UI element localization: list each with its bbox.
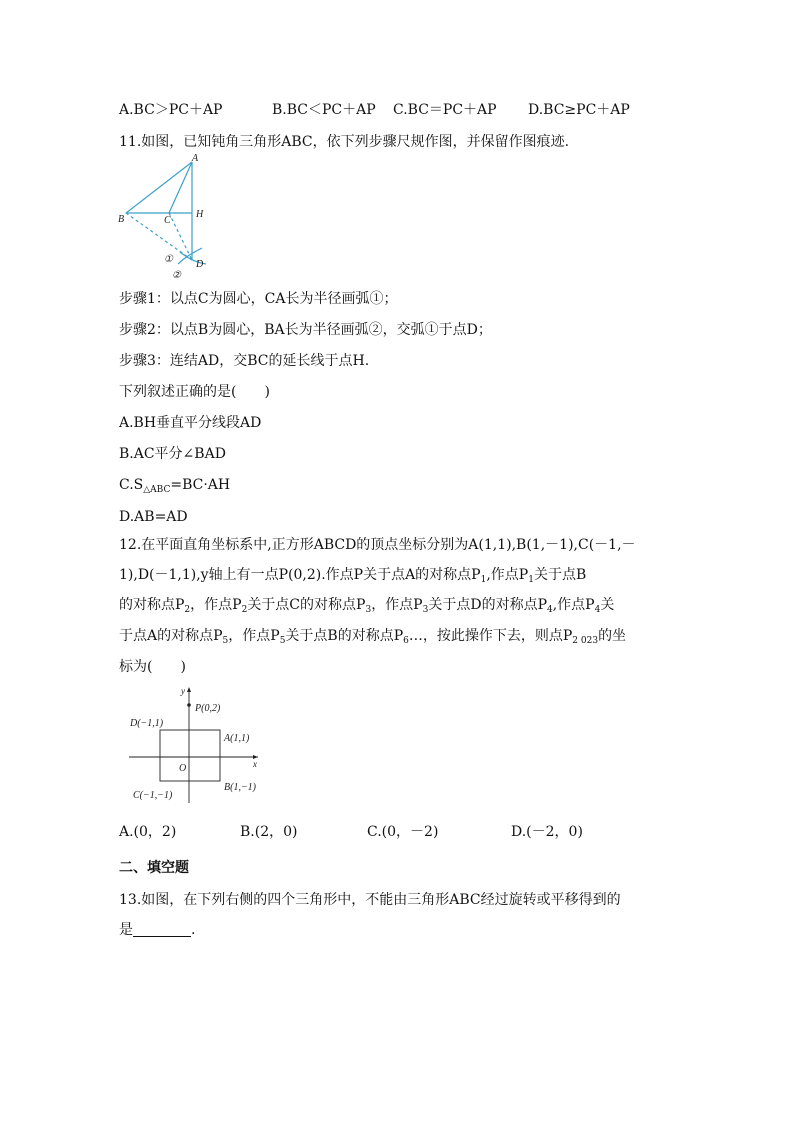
label-b: B	[118, 214, 125, 225]
q10-option-b: B.BC＜PC＋AP	[272, 102, 376, 118]
label-d: D	[196, 259, 204, 270]
q12-line-1: 12.在平面直角坐标系中,正方形ABCD的顶点坐标分别为A(1,1),B(1,－1),C(－1,－	[119, 537, 636, 553]
label-h: H	[196, 209, 204, 220]
label-c: C	[164, 215, 171, 226]
q11-stem: 11.如图，已知钝角三角形ABC，依下列步骤尺规作图，并保留作图痕迹.	[119, 134, 570, 150]
q12-option-d: D.(－2，0)	[511, 824, 583, 840]
label-b: B(1,−1)	[224, 782, 257, 793]
label-arc-2: ②	[172, 270, 181, 281]
q11-step-1: 步骤1：以点C为圆心，CA长为半径画弧①；	[119, 291, 398, 307]
segment-ac	[169, 162, 192, 213]
q12-line-5: 标为( )	[119, 659, 186, 675]
point-p	[187, 703, 191, 707]
q10-option-d: D.BC≥PC＋AP	[528, 102, 630, 118]
label-x: x	[253, 759, 257, 769]
q11-question: 下列叙述正确的是( )	[119, 384, 270, 400]
q12-figure	[125, 683, 275, 808]
label-c: C(−1,−1)	[133, 790, 173, 801]
label-d: D(−1,1)	[130, 718, 164, 729]
label-y: y	[181, 686, 185, 696]
y-arrow	[187, 687, 191, 692]
q11-option-b: B.AC平分∠BAD	[119, 446, 226, 462]
q12-line-2: 1),D(－1,1),y轴上有一点P(0,2).作点P关于点A的对称点$P_1$,作点$P_1$关于点B	[119, 567, 587, 585]
q10-option-c: C.BC＝PC＋AP	[393, 102, 497, 118]
q11-option-c: $C.S_{\triangle ABC}=BC\cdot AH$	[119, 477, 231, 495]
label-a: A	[192, 153, 199, 164]
q10-option-a: A.BC＞PC＋AP	[119, 102, 223, 118]
q12-line-4: 于点A的对称点$P_5$，作点$P_5$关于点B的对称点$P_6\dots$，按此操作下去，则点$P_{2 023}$的坐	[119, 628, 627, 646]
segment-ab	[126, 162, 192, 213]
q12-option-b: B.(2，0)	[240, 824, 298, 840]
q11-figure	[112, 152, 222, 282]
section-title: 二、填空题	[119, 860, 189, 876]
q12-option-a: A.(0，2)	[119, 824, 177, 840]
q11-option-a: A.BH垂直平分线段AD	[119, 415, 262, 431]
q11-step-2: 步骤2：以点B为圆心，BA长为半径画弧②，交弧①于点D；	[119, 322, 492, 338]
label-arc-1: ①	[164, 254, 173, 265]
label-p: P(0,2)	[195, 703, 221, 714]
label-o: O	[179, 763, 187, 774]
q13-line-1: 13.如图，在下列右侧的四个三角形中，不能由三角形ABC经过旋转或平移得到的	[119, 892, 621, 908]
answer-blank[interactable]	[133, 922, 191, 937]
q11-option-d: D.AB=AD	[119, 509, 188, 525]
q13-line-2: 是 .	[119, 922, 196, 938]
q11-step-3: 步骤3：连结AD，交BC的延长线于点H.	[119, 353, 370, 369]
label-a: A(1,1)	[224, 733, 250, 744]
q12-option-c: C.(0，－2)	[367, 824, 439, 840]
q12-line-3: 的对称点$P_2$，作点$P_2$关于点C的对称点$P_3$，作点$P_3$关于点D的对称点$P_4$,作点$P_4$关	[119, 597, 615, 615]
square-abcd	[160, 730, 220, 781]
